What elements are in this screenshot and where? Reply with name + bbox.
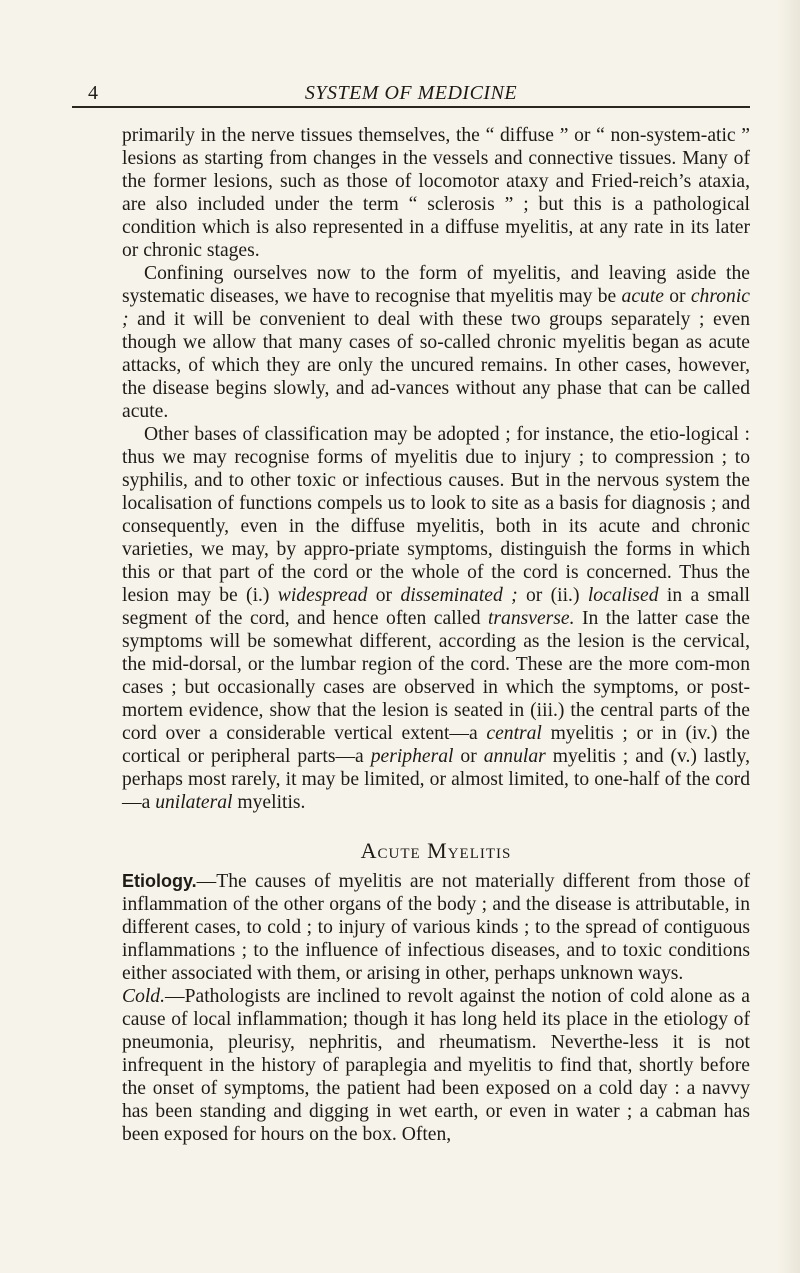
italic-term: widespread bbox=[277, 585, 368, 606]
paragraph-5 bbox=[122, 985, 750, 1146]
italic-term: acute bbox=[621, 286, 664, 307]
text-run: Other bases of classification may be adopted ; for instance, the etio-logical : thus we may recognise forms of myelitis due to injury ; to compression ; to syphilis, and to other toxic or infectious causes. But in the nervous system the localisation of functions compels us to look to site as a basis for diagnosis ; and consequently, even in the diffuse myelitis, both in its acute and chronic varieties, we may, by appro-priate symptoms, distinguish the forms in which this or that part of the cord or the whole of the cord is concerned. Thus the lesion may be (i.) bbox=[122, 424, 750, 606]
text-run: or bbox=[367, 585, 401, 606]
body-text bbox=[122, 124, 750, 1146]
paragraph-1 bbox=[122, 124, 750, 262]
running-title: SYSTEM OF MEDICINE bbox=[304, 82, 518, 104]
text-run: primarily in the nerve tissues themselves, the “ diffuse ” or “ non-system-atic ” lesions as starting from changes in the vessels and connective tissues. Many of the former lesions, such as those of locomotor ataxy and Fried-reich’s ataxia, are also included under the term “ sclerosis ” ; but this is a pathological condition which is also represented in a diffuse myelitis, at any rate in its later or chronic stages. bbox=[122, 125, 750, 261]
header-rule bbox=[72, 106, 750, 108]
page-header bbox=[72, 82, 750, 108]
italic-term: annular bbox=[483, 746, 546, 767]
italic-term: transverse. bbox=[487, 608, 575, 629]
italic-term: localised bbox=[587, 585, 659, 606]
text-run: myelitis. bbox=[232, 792, 306, 813]
text-run: —The causes of myelitis are not materially different from those of inflammation of the other organs of the body ; and the disease is attributable, in different cases, to cold ; to injury of various kinds ; to the spread of contiguous inflammations ; to the influence of infectious diseases, and to toxic conditions either associated with them, or arising in other, perhaps unknown ways. bbox=[122, 871, 750, 984]
paragraph-3 bbox=[122, 423, 750, 814]
text-run: In the latter case the symptoms will be somewhat different, according as the lesion is the cervical, the mid-dorsal, or the lumbar region of the cord. These are the more com-mon cases ; but occasionally cases are observed in which the symptoms, or post-mortem evidence, show that the lesion is seated in (iii.) the central parts of the cord over a considerable vertical extent—a bbox=[122, 608, 750, 744]
text-run: and it will be convenient to deal with these two groups separately ; even though we allow that many cases of so-called chronic myelitis began as acute attacks, of which they are only the uncured remains. In other cases, however, the disease begins slowly, and ad-vances without any phase that can be called acute. bbox=[122, 309, 750, 422]
italic-term: Cold. bbox=[122, 986, 166, 1007]
paragraph-4 bbox=[122, 870, 750, 985]
text-run: Confining ourselves now to the form of myelitis, and leaving aside the systematic diseases, we have to recognise that myelitis may be bbox=[122, 263, 750, 307]
run-in-heading: Etiology. bbox=[122, 871, 197, 891]
paragraph-2 bbox=[122, 262, 750, 423]
page-number: 4 bbox=[88, 82, 98, 104]
text-run: or (ii.) bbox=[517, 585, 588, 606]
italic-term: unilateral bbox=[155, 792, 233, 813]
text-run: —Pathologists are inclined to revolt against the notion of cold alone as a cause of local inflammation; though it has long held its place in the etiology of pneumonia, pleurisy, nephritis, and rheumatism. Neverthe-less it is not infrequent in the history of paraplegia and myelitis to find that, shortly before the onset of symptoms, the patient had been exposed on a cold day : a navvy has been standing and digging in wet earth, or even in water ; a cabman has been exposed for hours on the box. Often, bbox=[122, 986, 750, 1145]
italic-term: central bbox=[486, 723, 542, 744]
text-run: or bbox=[663, 286, 691, 307]
page-edge-shadow bbox=[778, 0, 800, 1273]
text-run: in a small segment of the cord, and hence often called bbox=[122, 585, 750, 629]
italic-term: chronic ; bbox=[122, 286, 750, 330]
italic-term: peripheral bbox=[370, 746, 454, 767]
text-run: or bbox=[453, 746, 484, 767]
text-run: myelitis ; or in (iv.) the cortical or peripheral parts—a bbox=[122, 723, 750, 767]
text-run: myelitis ; and (v.) lastly, perhaps most rarely, it may be limited, or almost limited, to one-half of the cord—a bbox=[122, 746, 750, 813]
italic-term: disseminated ; bbox=[400, 585, 518, 606]
section-heading: Acute Myelitis bbox=[360, 838, 512, 863]
